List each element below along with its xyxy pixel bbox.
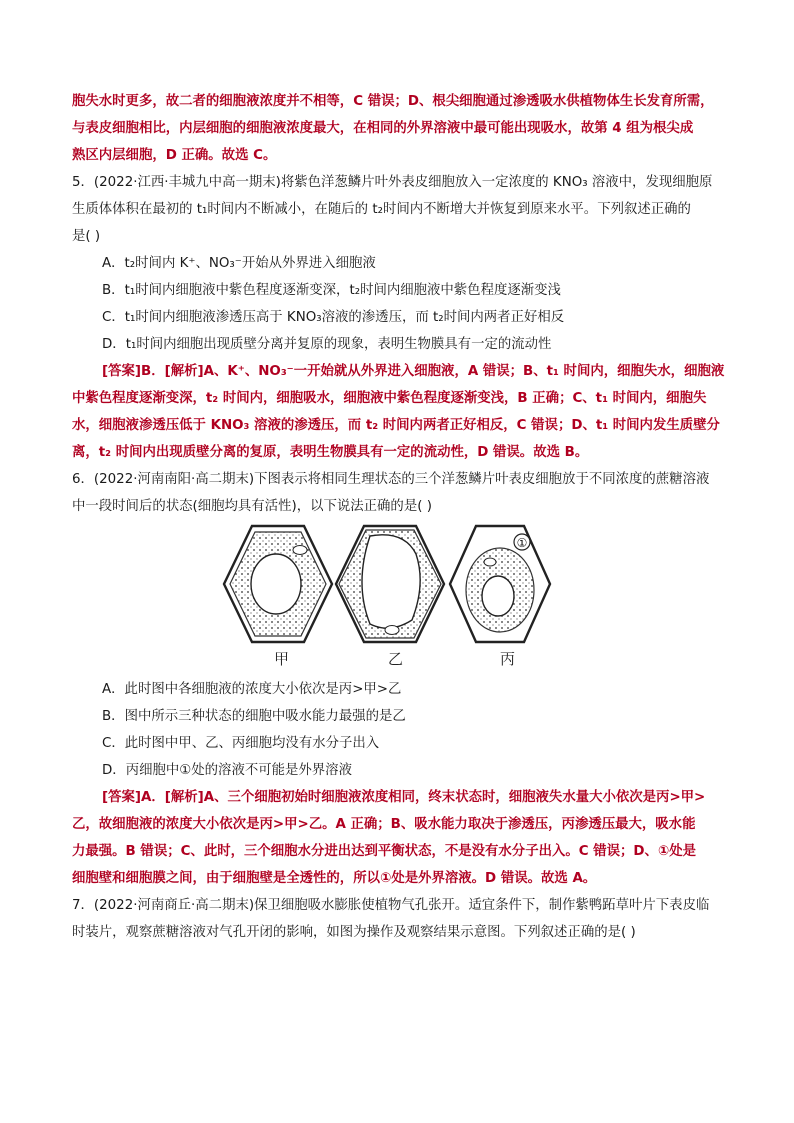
question-6-option-a: A．此时图中各细胞液的浓度大小依次是丙>甲>乙	[102, 682, 402, 697]
cell-jia-vacuole	[251, 554, 301, 614]
question-6-option-d: D．丙细胞中①处的溶液不可能是外界溶液	[102, 763, 352, 778]
marker-label: ①	[516, 536, 528, 550]
answer-6-line-1: [答案]A．[解析]A、三个细胞初始时细胞液浓度相同，终末状态时，细胞液失水量大小依次是丙>甲>	[102, 790, 706, 805]
question-7-stem-1: 7．(2022·河南商丘·高二期末)保卫细胞吸水膨胀使植物气孔张开。适宜条件下，制作紫鸭跖草叶片下表皮临	[72, 898, 710, 913]
answer-5-line-3: 水，细胞液渗透压低于 KNO₃ 溶液的渗透压，而 t₂ 时间内两者正好相反，C 错误；D、t₁ 时间内发生质壁分	[72, 418, 720, 433]
answer-6-line-3: 力最强。B 错误；C、此时，三个细胞水分进出达到平衡状态，不是没有水分子出入。C 错误；D、①处是	[72, 844, 697, 859]
answer-continuation-line-2: 与表皮细胞相比，内层细胞的细胞液浓度最大，在相同的外界溶液中最可能出现吸水，故第 4 组为根尖成	[72, 121, 694, 136]
cell-diagram-figure	[72, 524, 724, 674]
answer-5-line-4: 离，t₂ 时间内出现质壁分离的复原，表明生物膜具有一定的流动性，D 错误。故选 B。	[72, 445, 589, 460]
cell-jia	[224, 526, 332, 642]
question-5-option-a: A．t₂时间内 K⁺、NO₃⁻开始从外界进入细胞液	[102, 256, 376, 271]
cell-bing-vacuole	[482, 576, 514, 616]
cell-bing	[450, 526, 550, 642]
answer-5-line-1: [答案]B．[解析]A、K⁺、NO₃⁻一开始就从外界进入细胞液，A 错误；B、t₁ 时间内，细胞失水，细胞液	[102, 364, 725, 379]
cell-bing-nucleus	[484, 558, 496, 566]
answer-6-line-4: 细胞壁和细胞膜之间，由于细胞壁是全透性的，所以①处是外界溶液。D 错误。故选 A。	[72, 871, 597, 886]
question-5-option-c: C．t₁时间内细胞液渗透压高于 KNO₃溶液的渗透压，而 t₂时间内两者正好相反	[102, 310, 565, 325]
document-page	[72, 88, 724, 946]
answer-6-line-2: 乙，故细胞液的浓度大小依次是丙>甲>乙。A 正确；B、吸水能力取决于渗透压，丙渗透压最大，吸水能	[72, 817, 696, 832]
cell-yi-vacuole	[362, 535, 420, 628]
question-7-stem-2: 时装片，观察蔗糖溶液对气孔开闭的影响，如图为操作及观察结果示意图。下列叙述正确的是( )	[72, 925, 636, 940]
question-5-option-d: D．t₁时间内细胞出现质壁分离并复原的现象，表明生物膜具有一定的流动性	[102, 337, 552, 352]
question-6-option-b: B．图中所示三种状态的细胞中吸水能力最强的是乙	[102, 709, 406, 724]
question-5-option-b: B．t₁时间内细胞液中紫色程度逐渐变深，t₂时间内细胞液中紫色程度逐渐变浅	[102, 283, 561, 298]
cell-yi	[336, 526, 444, 642]
question-6-stem-1: 6．(2022·河南南阳·高二期末)下图表示将相同生理状态的三个洋葱鳞片叶表皮细胞放于不同浓度的蔗糖溶液	[72, 472, 710, 487]
question-6-option-c: C．此时图中甲、乙、丙细胞均没有水分子出入	[102, 736, 380, 751]
caption-jia: 甲	[274, 650, 290, 668]
answer-continuation-line-3: 熟区内层细胞，D 正确。故选 C。	[72, 148, 277, 163]
cell-jia-nucleus	[293, 546, 307, 555]
caption-yi: 乙	[388, 650, 404, 668]
cell-yi-nucleus	[385, 626, 399, 635]
cell-diagram-svg	[222, 524, 552, 648]
answer-continuation-line-1: 胞失水时更多，故二者的细胞液浓度并不相等，C 错误；D、根尖细胞通过渗透吸水供植物体生长发育所需，	[72, 94, 714, 109]
question-6-stem-2: 中一段时间后的状态(细胞均具有活性)，以下说法正确的是( )	[72, 499, 432, 514]
answer-5-line-2: 中紫色程度逐渐变深，t₂ 时间内，细胞吸水，细胞液中紫色程度逐渐变浅，B 正确；C、t₁ 时间内，细胞失	[72, 391, 707, 406]
caption-bing: 丙	[500, 650, 516, 668]
question-5-stem-3: 是( )	[72, 229, 101, 244]
question-5-stem-2: 生质体体积在最初的 t₁时间内不断减小，在随后的 t₂时间内不断增大并恢复到原来水平。下列叙述正确的	[72, 202, 691, 217]
question-5-stem-1: 5．(2022·江西·丰城九中高一期末)将紫色洋葱鳞片叶外表皮细胞放入一定浓度的 KNO₃ 溶液中，发现细胞原	[72, 175, 713, 190]
